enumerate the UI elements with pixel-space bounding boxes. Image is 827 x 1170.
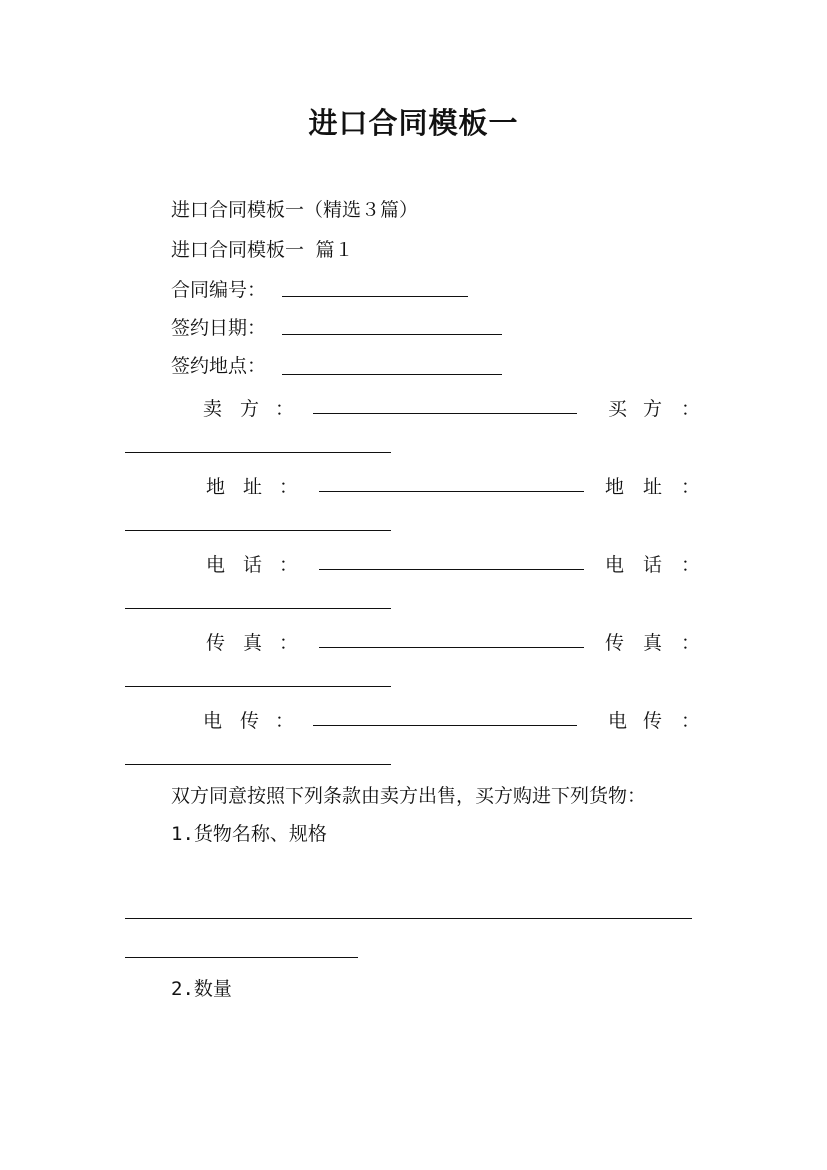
seller-address-colon: ： — [279, 476, 299, 498]
item-1-blank-line-2[interactable] — [125, 957, 358, 958]
seller-address-char1: 地 — [206, 476, 226, 498]
sign-date-blank[interactable] — [282, 334, 502, 335]
item-1-heading: 1.货物名称、规格 — [171, 823, 327, 845]
seller-telex-blank[interactable] — [313, 725, 577, 726]
document-subtitle: 进口合同模板一（精选３篇） — [171, 199, 419, 221]
seller-address-char2: 址 — [243, 476, 263, 498]
seller-phone-blank[interactable] — [319, 569, 584, 570]
buyer-label-char1: 买 — [608, 398, 628, 420]
seller-label-char1: 卖 — [203, 398, 223, 420]
item-1-blank-line-1[interactable] — [125, 918, 692, 919]
seller-telex-colon: ： — [275, 710, 295, 732]
buyer-blank[interactable] — [125, 452, 391, 453]
buyer-telex-colon: ： — [681, 710, 701, 732]
seller-phone-char2: 话 — [243, 554, 263, 576]
buyer-fax-blank[interactable] — [125, 686, 391, 687]
buyer-address-char1: 地 — [605, 476, 625, 498]
seller-fax-blank[interactable] — [319, 647, 584, 648]
buyer-colon: ： — [681, 398, 701, 420]
buyer-label-char2: 方 — [643, 398, 663, 420]
buyer-phone-blank[interactable] — [125, 608, 391, 609]
buyer-phone-colon: ： — [681, 554, 701, 576]
buyer-fax-colon: ： — [681, 632, 701, 654]
seller-telex-char2: 传 — [240, 710, 260, 732]
party-row-address — [0, 472, 827, 502]
seller-fax-colon: ： — [279, 632, 299, 654]
contract-no-blank[interactable] — [282, 296, 468, 297]
section-heading: 进口合同模板一 篇１ — [171, 239, 354, 261]
buyer-phone-char1: 电 — [605, 554, 625, 576]
buyer-address-char2: 址 — [643, 476, 663, 498]
party-row-fax — [0, 628, 827, 658]
agreement-sentence: 双方同意按照下列条款由卖方出售，买方购进下列货物： — [171, 785, 647, 807]
seller-phone-colon: ： — [279, 554, 299, 576]
seller-address-blank[interactable] — [319, 491, 584, 492]
party-row-phone — [0, 550, 827, 580]
seller-label-char2: 方 — [240, 398, 260, 420]
seller-telex-char1: 电 — [203, 710, 223, 732]
party-row-telex — [0, 706, 827, 736]
seller-colon: ： — [275, 398, 295, 420]
buyer-fax-char2: 真 — [643, 632, 663, 654]
sign-place-blank[interactable] — [282, 374, 502, 375]
seller-fax-char1: 传 — [206, 632, 226, 654]
buyer-telex-char2: 传 — [643, 710, 663, 732]
buyer-address-blank[interactable] — [125, 530, 391, 531]
seller-phone-char1: 电 — [206, 554, 226, 576]
party-row-seller-buyer — [0, 394, 827, 424]
sign-place-label: 签约地点： — [171, 355, 267, 377]
seller-fax-char2: 真 — [243, 632, 263, 654]
buyer-telex-char1: 电 — [608, 710, 628, 732]
buyer-fax-char1: 传 — [605, 632, 625, 654]
buyer-telex-blank[interactable] — [125, 764, 391, 765]
buyer-address-colon: ： — [681, 476, 701, 498]
sign-date-label: 签约日期： — [171, 317, 267, 339]
seller-blank[interactable] — [313, 413, 577, 414]
contract-no-label: 合同编号： — [171, 279, 267, 301]
document-title: 进口合同模板一 — [308, 106, 519, 140]
item-2-heading: 2.数量 — [171, 978, 232, 1000]
buyer-phone-char2: 话 — [643, 554, 663, 576]
